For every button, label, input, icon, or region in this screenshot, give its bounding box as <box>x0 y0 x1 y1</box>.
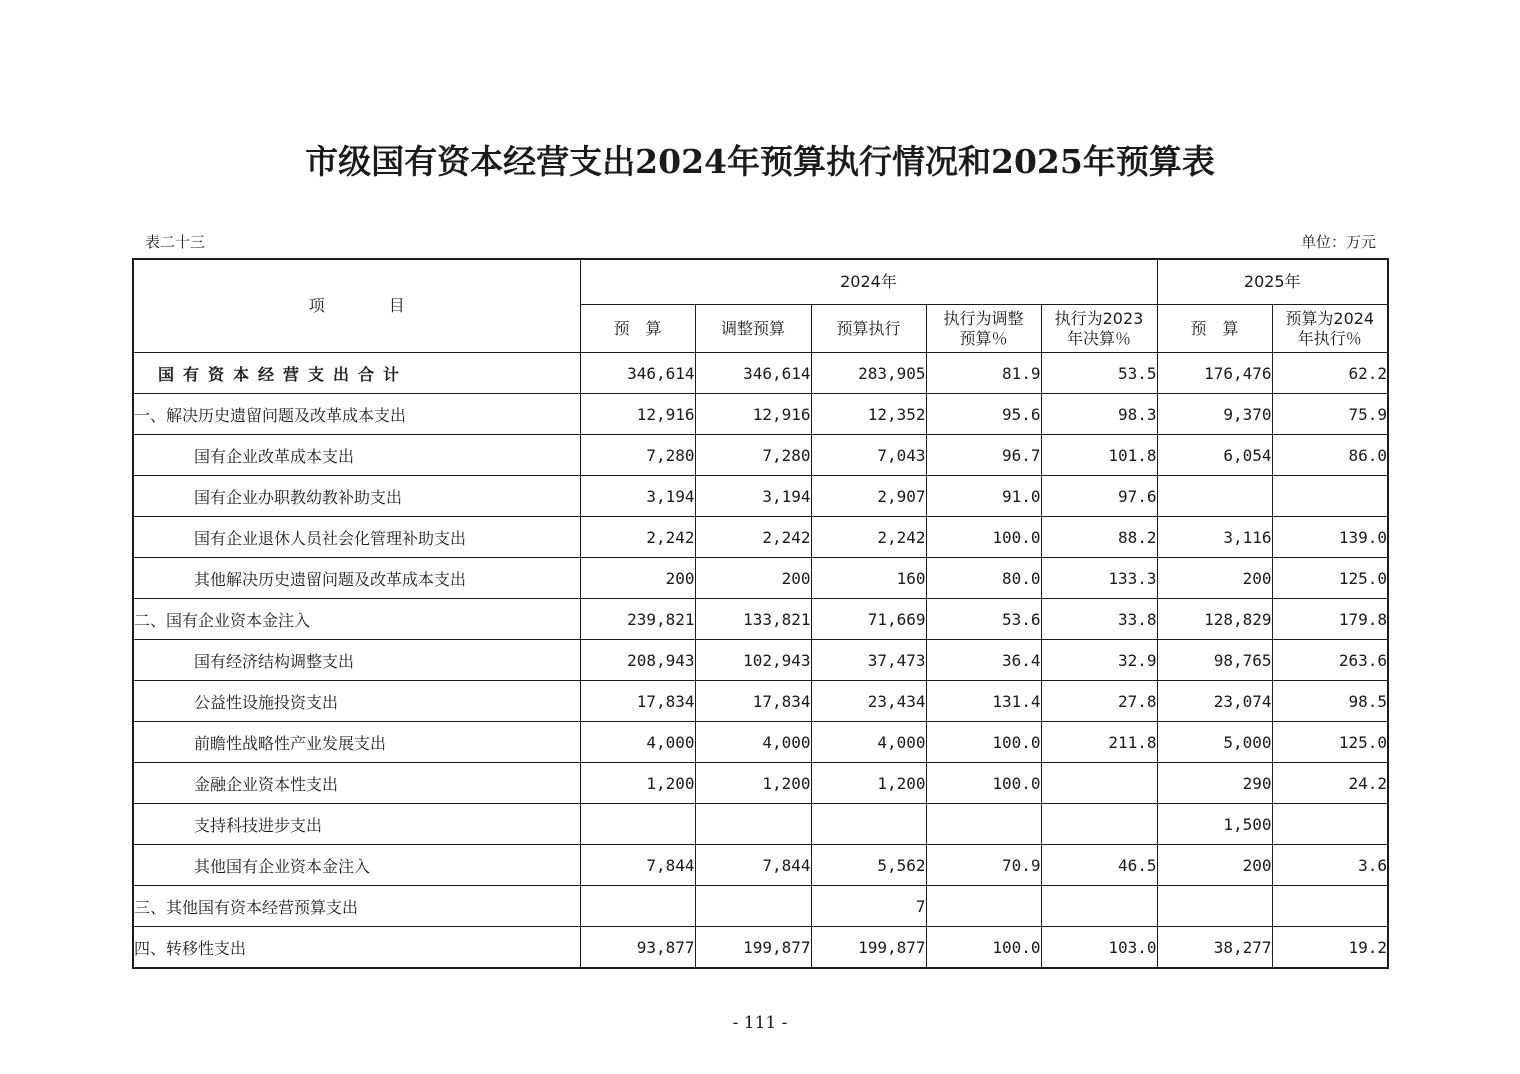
table-cell: 7 <box>811 886 926 927</box>
table-cell: 12,916 <box>580 394 695 435</box>
header-col: 执行为2023年决算％ <box>1041 305 1157 353</box>
header-year-2024: 2024年 <box>580 259 1157 305</box>
header-col: 调整预算 <box>695 305 811 353</box>
table-cell: 3,194 <box>580 476 695 517</box>
table-cell: 208,943 <box>580 640 695 681</box>
table-row <box>133 681 1388 722</box>
table-row <box>133 886 1388 927</box>
table-cell: 27.8 <box>1041 681 1157 722</box>
table-cell <box>580 886 695 927</box>
table-cell: 7,280 <box>580 435 695 476</box>
header-col: 预 算 <box>580 305 695 353</box>
table-cell: 7,844 <box>695 845 811 886</box>
table-cell: 139.0 <box>1272 517 1388 558</box>
table-cell <box>580 804 695 845</box>
table-cell: 3,116 <box>1157 517 1272 558</box>
budget-table <box>132 258 1389 969</box>
header-col: 执行为调整预算％ <box>926 305 1041 353</box>
table-cell <box>1272 476 1388 517</box>
table-cell: 19.2 <box>1272 927 1388 969</box>
table-cell <box>811 804 926 845</box>
table-cell: 98.3 <box>1041 394 1157 435</box>
table-cell: 96.7 <box>926 435 1041 476</box>
table-cell: 1,200 <box>811 763 926 804</box>
header-item: 项 目 <box>133 259 580 353</box>
row-label: 其他解决历史遗留问题及改革成本支出 <box>133 558 580 599</box>
table-cell: 2,242 <box>695 517 811 558</box>
table-row <box>133 353 1388 394</box>
table-cell: 9,370 <box>1157 394 1272 435</box>
table-cell: 199,877 <box>695 927 811 969</box>
table-cell: 179.8 <box>1272 599 1388 640</box>
table-cell: 125.0 <box>1272 722 1388 763</box>
table-cell: 17,834 <box>580 681 695 722</box>
table-cell: 97.6 <box>1041 476 1157 517</box>
table-cell: 133,821 <box>695 599 811 640</box>
table-cell: 6,054 <box>1157 435 1272 476</box>
table-cell: 7,043 <box>811 435 926 476</box>
table-cell: 1,500 <box>1157 804 1272 845</box>
table-cell: 70.9 <box>926 845 1041 886</box>
row-label: 三、其他国有资本经营预算支出 <box>133 886 580 927</box>
table-cell: 7,844 <box>580 845 695 886</box>
table-cell: 12,352 <box>811 394 926 435</box>
table-cell: 211.8 <box>1041 722 1157 763</box>
table-cell <box>695 804 811 845</box>
table-cell <box>695 886 811 927</box>
table-row <box>133 599 1388 640</box>
table-cell <box>1041 763 1157 804</box>
table-cell: 38,277 <box>1157 927 1272 969</box>
table-cell: 62.2 <box>1272 353 1388 394</box>
table-cell: 33.8 <box>1041 599 1157 640</box>
table-cell: 4,000 <box>695 722 811 763</box>
table-cell: 17,834 <box>695 681 811 722</box>
table-row <box>133 763 1388 804</box>
table-row <box>133 804 1388 845</box>
row-label: 国有资本经营支出合计 <box>133 353 580 394</box>
table-row <box>133 640 1388 681</box>
row-label: 四、转移性支出 <box>133 927 580 969</box>
table-cell: 93,877 <box>580 927 695 969</box>
page-title: 市级国有资本经营支出2024年预算执行情况和2025年预算表 <box>305 142 1215 181</box>
table-cell: 4,000 <box>580 722 695 763</box>
table-cell: 23,434 <box>811 681 926 722</box>
table-cell <box>1157 886 1272 927</box>
table-cell: 4,000 <box>811 722 926 763</box>
table-cell: 100.0 <box>926 517 1041 558</box>
table-cell: 91.0 <box>926 476 1041 517</box>
row-label: 公益性设施投资支出 <box>133 681 580 722</box>
table-cell <box>926 886 1041 927</box>
row-label: 国有企业改革成本支出 <box>133 435 580 476</box>
table-cell: 100.0 <box>926 722 1041 763</box>
row-label: 国有企业退休人员社会化管理补助支出 <box>133 517 580 558</box>
table-cell: 32.9 <box>1041 640 1157 681</box>
table-cell: 290 <box>1157 763 1272 804</box>
table-cell: 24.2 <box>1272 763 1388 804</box>
table-cell: 81.9 <box>926 353 1041 394</box>
unit-label: 单位：万元 <box>1300 233 1376 251</box>
table-cell: 36.4 <box>926 640 1041 681</box>
table-cell: 23,074 <box>1157 681 1272 722</box>
table-cell: 125.0 <box>1272 558 1388 599</box>
table-cell: 86.0 <box>1272 435 1388 476</box>
table-cell: 1,200 <box>580 763 695 804</box>
row-label: 国有经济结构调整支出 <box>133 640 580 681</box>
table-cell: 283,905 <box>811 353 926 394</box>
table-cell: 37,473 <box>811 640 926 681</box>
table-cell: 12,916 <box>695 394 811 435</box>
table-cell: 346,614 <box>695 353 811 394</box>
table-cell: 239,821 <box>580 599 695 640</box>
table-row <box>133 558 1388 599</box>
table-cell: 95.6 <box>926 394 1041 435</box>
page-number: - 111 - <box>732 1013 788 1033</box>
table-cell: 200 <box>1157 845 1272 886</box>
table-cell <box>1041 804 1157 845</box>
header-col: 预算执行 <box>811 305 926 353</box>
table-cell: 46.5 <box>1041 845 1157 886</box>
table-cell: 2,242 <box>580 517 695 558</box>
table-cell: 131.4 <box>926 681 1041 722</box>
table-cell: 88.2 <box>1041 517 1157 558</box>
table-cell: 98.5 <box>1272 681 1388 722</box>
table-label: 表二十三 <box>145 233 206 251</box>
table-row <box>133 517 1388 558</box>
table-cell: 53.6 <box>926 599 1041 640</box>
table-cell: 7,280 <box>695 435 811 476</box>
table-cell: 100.0 <box>926 927 1041 969</box>
table-cell: 5,562 <box>811 845 926 886</box>
row-label: 其他国有企业资本金注入 <box>133 845 580 886</box>
row-label: 国有企业办职教幼教补助支出 <box>133 476 580 517</box>
row-label: 一、解决历史遗留问题及改革成本支出 <box>133 394 580 435</box>
table-row <box>133 722 1388 763</box>
table-cell: 263.6 <box>1272 640 1388 681</box>
table-cell: 200 <box>695 558 811 599</box>
table-cell: 102,943 <box>695 640 811 681</box>
row-label: 金融企业资本性支出 <box>133 763 580 804</box>
table-cell: 199,877 <box>811 927 926 969</box>
table-cell: 200 <box>1157 558 1272 599</box>
table-cell <box>1272 886 1388 927</box>
table-cell: 3,194 <box>695 476 811 517</box>
table-cell: 71,669 <box>811 599 926 640</box>
table-row <box>133 476 1388 517</box>
table-cell: 128,829 <box>1157 599 1272 640</box>
table-cell <box>1041 886 1157 927</box>
table-cell <box>926 804 1041 845</box>
table-cell: 2,242 <box>811 517 926 558</box>
table-cell <box>1157 476 1272 517</box>
table-row <box>133 927 1388 969</box>
row-label: 支持科技进步支出 <box>133 804 580 845</box>
table-cell: 176,476 <box>1157 353 1272 394</box>
table-cell: 101.8 <box>1041 435 1157 476</box>
table-cell: 160 <box>811 558 926 599</box>
table-cell: 346,614 <box>580 353 695 394</box>
table-cell: 80.0 <box>926 558 1041 599</box>
row-label: 二、国有企业资本金注入 <box>133 599 580 640</box>
table-cell: 103.0 <box>1041 927 1157 969</box>
table-cell: 5,000 <box>1157 722 1272 763</box>
table-row <box>133 394 1388 435</box>
table-row <box>133 845 1388 886</box>
table-cell: 200 <box>580 558 695 599</box>
table-cell: 98,765 <box>1157 640 1272 681</box>
table-row <box>133 435 1388 476</box>
table-cell: 75.9 <box>1272 394 1388 435</box>
header-year-2025: 2025年 <box>1157 259 1388 305</box>
table-cell: 2,907 <box>811 476 926 517</box>
table-cell: 100.0 <box>926 763 1041 804</box>
row-label: 前瞻性战略性产业发展支出 <box>133 722 580 763</box>
table-cell: 3.6 <box>1272 845 1388 886</box>
table-cell <box>1272 804 1388 845</box>
header-col: 预 算 <box>1157 305 1272 353</box>
header-col: 预算为2024年执行％ <box>1272 305 1388 353</box>
table-body <box>133 353 1388 969</box>
table-cell: 133.3 <box>1041 558 1157 599</box>
table-cell: 53.5 <box>1041 353 1157 394</box>
table-cell: 1,200 <box>695 763 811 804</box>
